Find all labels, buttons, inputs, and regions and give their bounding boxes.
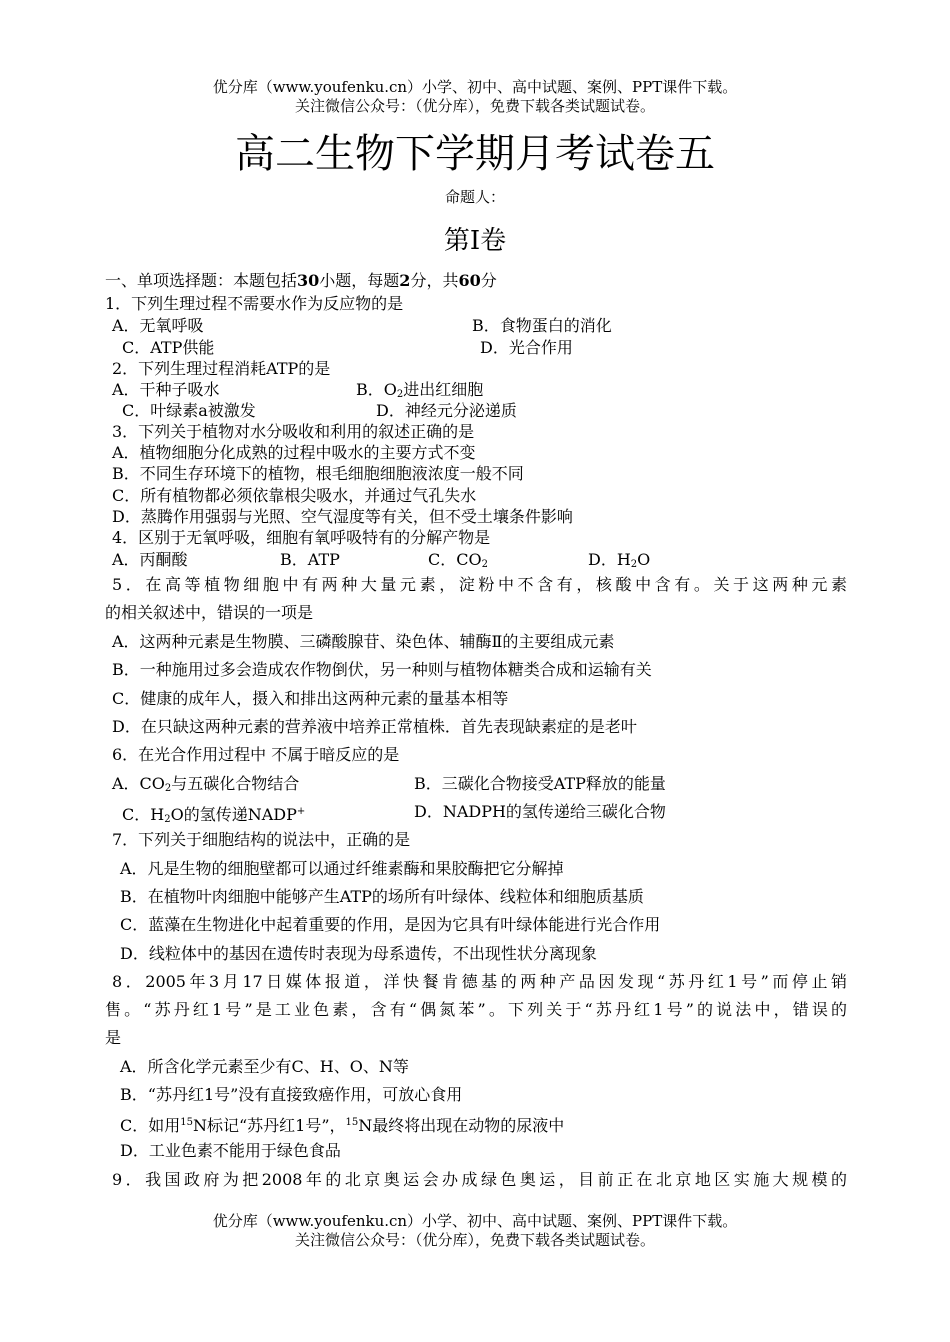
question-4-stem: 4．区别于无氧呼吸，细胞有氧呼吸特有的分解产物是 [112,528,491,547]
volume-label: 第Ⅰ卷 [443,226,507,256]
question-8-option-d: D．工业色素不能用于绿色食品 [120,1141,341,1160]
question-5-option-c: C．健康的成年人，摄入和排出这两种元素的量基本相等 [112,689,509,708]
question-5-option-d: D．在只缺这两种元素的营养液中培养正常植株．首先表现缺素症的是老叶 [112,717,637,736]
question-6-option-a: A．$CO_2$与五碳化合物结合 [112,774,300,794]
question-3-option-c: C．所有植物都必须依靠根尖吸水，并通过气孔失水 [112,486,477,505]
question-1-option-b: B．食物蛋白的消化 [472,316,612,335]
question-2-option-c: C．叶绿素a被激发 [122,401,256,420]
question-3-option-a: A．植物细胞分化成熟的过程中吸水的主要方式不变 [112,443,476,462]
section-heading: 一、单项选择题：本题包括30小题，每题2分，共60分 [105,271,497,290]
question-6-option-d: D．NADPH的氢传递给三碳化合物 [414,802,666,821]
question-4-option-d: D．$H_2O$ [588,550,651,570]
question-8-stem-line-3: 是 [105,1028,122,1047]
question-1-stem: 1．下列生理过程不需要水作为反应物的是 [105,294,404,313]
question-2-option-d: D．神经元分泌递质 [376,401,517,420]
question-8-option-b: B．“苏丹红1号”没有直接致癌作用，可放心食用 [120,1085,463,1104]
question-4-option-c: C．$CO_2$ [428,550,488,570]
question-7-stem: 7．下列关于细胞结构的说法中，正确的是 [112,830,411,849]
question-3-stem: 3．下列关于植物对水分吸收和利用的叙述正确的是 [112,422,475,441]
question-8-option-c: C．如用$^{15}$N标记“苏丹红1号”，$^{15}$N最终将出现在动物的尿液中 [120,1116,565,1135]
question-1-option-a: A．无氧呼吸 [112,316,204,335]
question-8-stem-line-2: 售。“苏丹红1号”是工业色素，含有“偶氮苯”。下列关于“苏丹红1号”的说法中，错误的 [105,1000,847,1019]
question-7-option-c: C．蓝藻在生物进化中起着重要的作用，是因为它具有叶绿体能进行光合作用 [120,915,661,934]
question-2-option-b: B．$O_2$进出红细胞 [356,380,484,400]
question-6-option-c: C．$H_2O$的氢传递NADP+ [122,805,306,825]
question-9-stem-line-1: 9．我国政府为把2008年的北京奥运会办成绿色奥运，目前正在北京地区实施大规模的 [112,1170,847,1189]
footer-line-2: 关注微信公众号：（优分库），免费下载各类试题试卷。 [294,1231,655,1249]
question-5-stem-line-1: 5．在高等植物细胞中有两种大量元素，淀粉中不含有，核酸中含有。关于这两种元素 [112,575,847,594]
question-3-option-b: B．不同生存环境下的植物，根毛细胞细胞液浓度一般不同 [112,464,524,483]
footer-line-1: 优分库（www.youfenku.cn）小学、初中、高中试题、案例、PPT课件下载。 [212,1212,738,1230]
question-2-stem: 2．下列生理过程消耗ATP的是 [112,359,331,378]
question-1-option-d: D．光合作用 [480,338,573,357]
question-8-stem-line-1: 8．2005年3月17日媒体报道，洋快餐肯德基的两种产品因发现“苏丹红1号”而停止销 [112,972,847,991]
page-title: 高二生物下学期月考试卷五 [235,131,715,177]
question-7-option-d: D．线粒体中的基因在遗传时表现为母系遗传，不出现性状分离现象 [120,944,597,963]
question-5-stem-line-2: 的相关叙述中，错误的一项是 [105,603,314,622]
question-2-option-a: A．干种子吸水 [112,380,220,399]
question-7-option-b: B．在植物叶肉细胞中能够产生ATP的场所有叶绿体、线粒体和细胞质基质 [120,887,644,906]
question-8-option-a: A．所含化学元素至少有C、H、O、N等 [120,1057,409,1076]
question-4-option-a: A．丙酮酸 [112,550,188,569]
question-5-option-a: A．这两种元素是生物膜、三磷酸腺苷、染色体、辅酶Ⅱ的主要组成元素 [112,632,615,651]
question-7-option-a: A．凡是生物的细胞壁都可以通过纤维素酶和果胶酶把它分解掉 [120,859,564,878]
question-6-stem: 6．在光合作用过程中 不属于暗反应的是 [112,745,400,764]
question-6-option-b: B．三碳化合物接受ATP释放的能量 [414,774,666,793]
header-line-1: 优分库（www.youfenku.cn）小学、初中、高中试题、案例、PPT课件下载。 [212,78,738,96]
question-5-option-b: B．一种施用过多会造成农作物倒伏，另一种则与植物体糖类合成和运输有关 [112,660,652,679]
question-3-option-d: D．蒸腾作用强弱与光照、空气湿度等有关，但不受土壤条件影响 [112,507,573,526]
question-1-option-c: C．ATP供能 [122,338,215,357]
header-line-2: 关注微信公众号：（优分库），免费下载各类试题试卷。 [294,97,655,115]
author-label: 命题人： [444,188,505,206]
question-4-option-b: B．ATP [280,550,340,569]
